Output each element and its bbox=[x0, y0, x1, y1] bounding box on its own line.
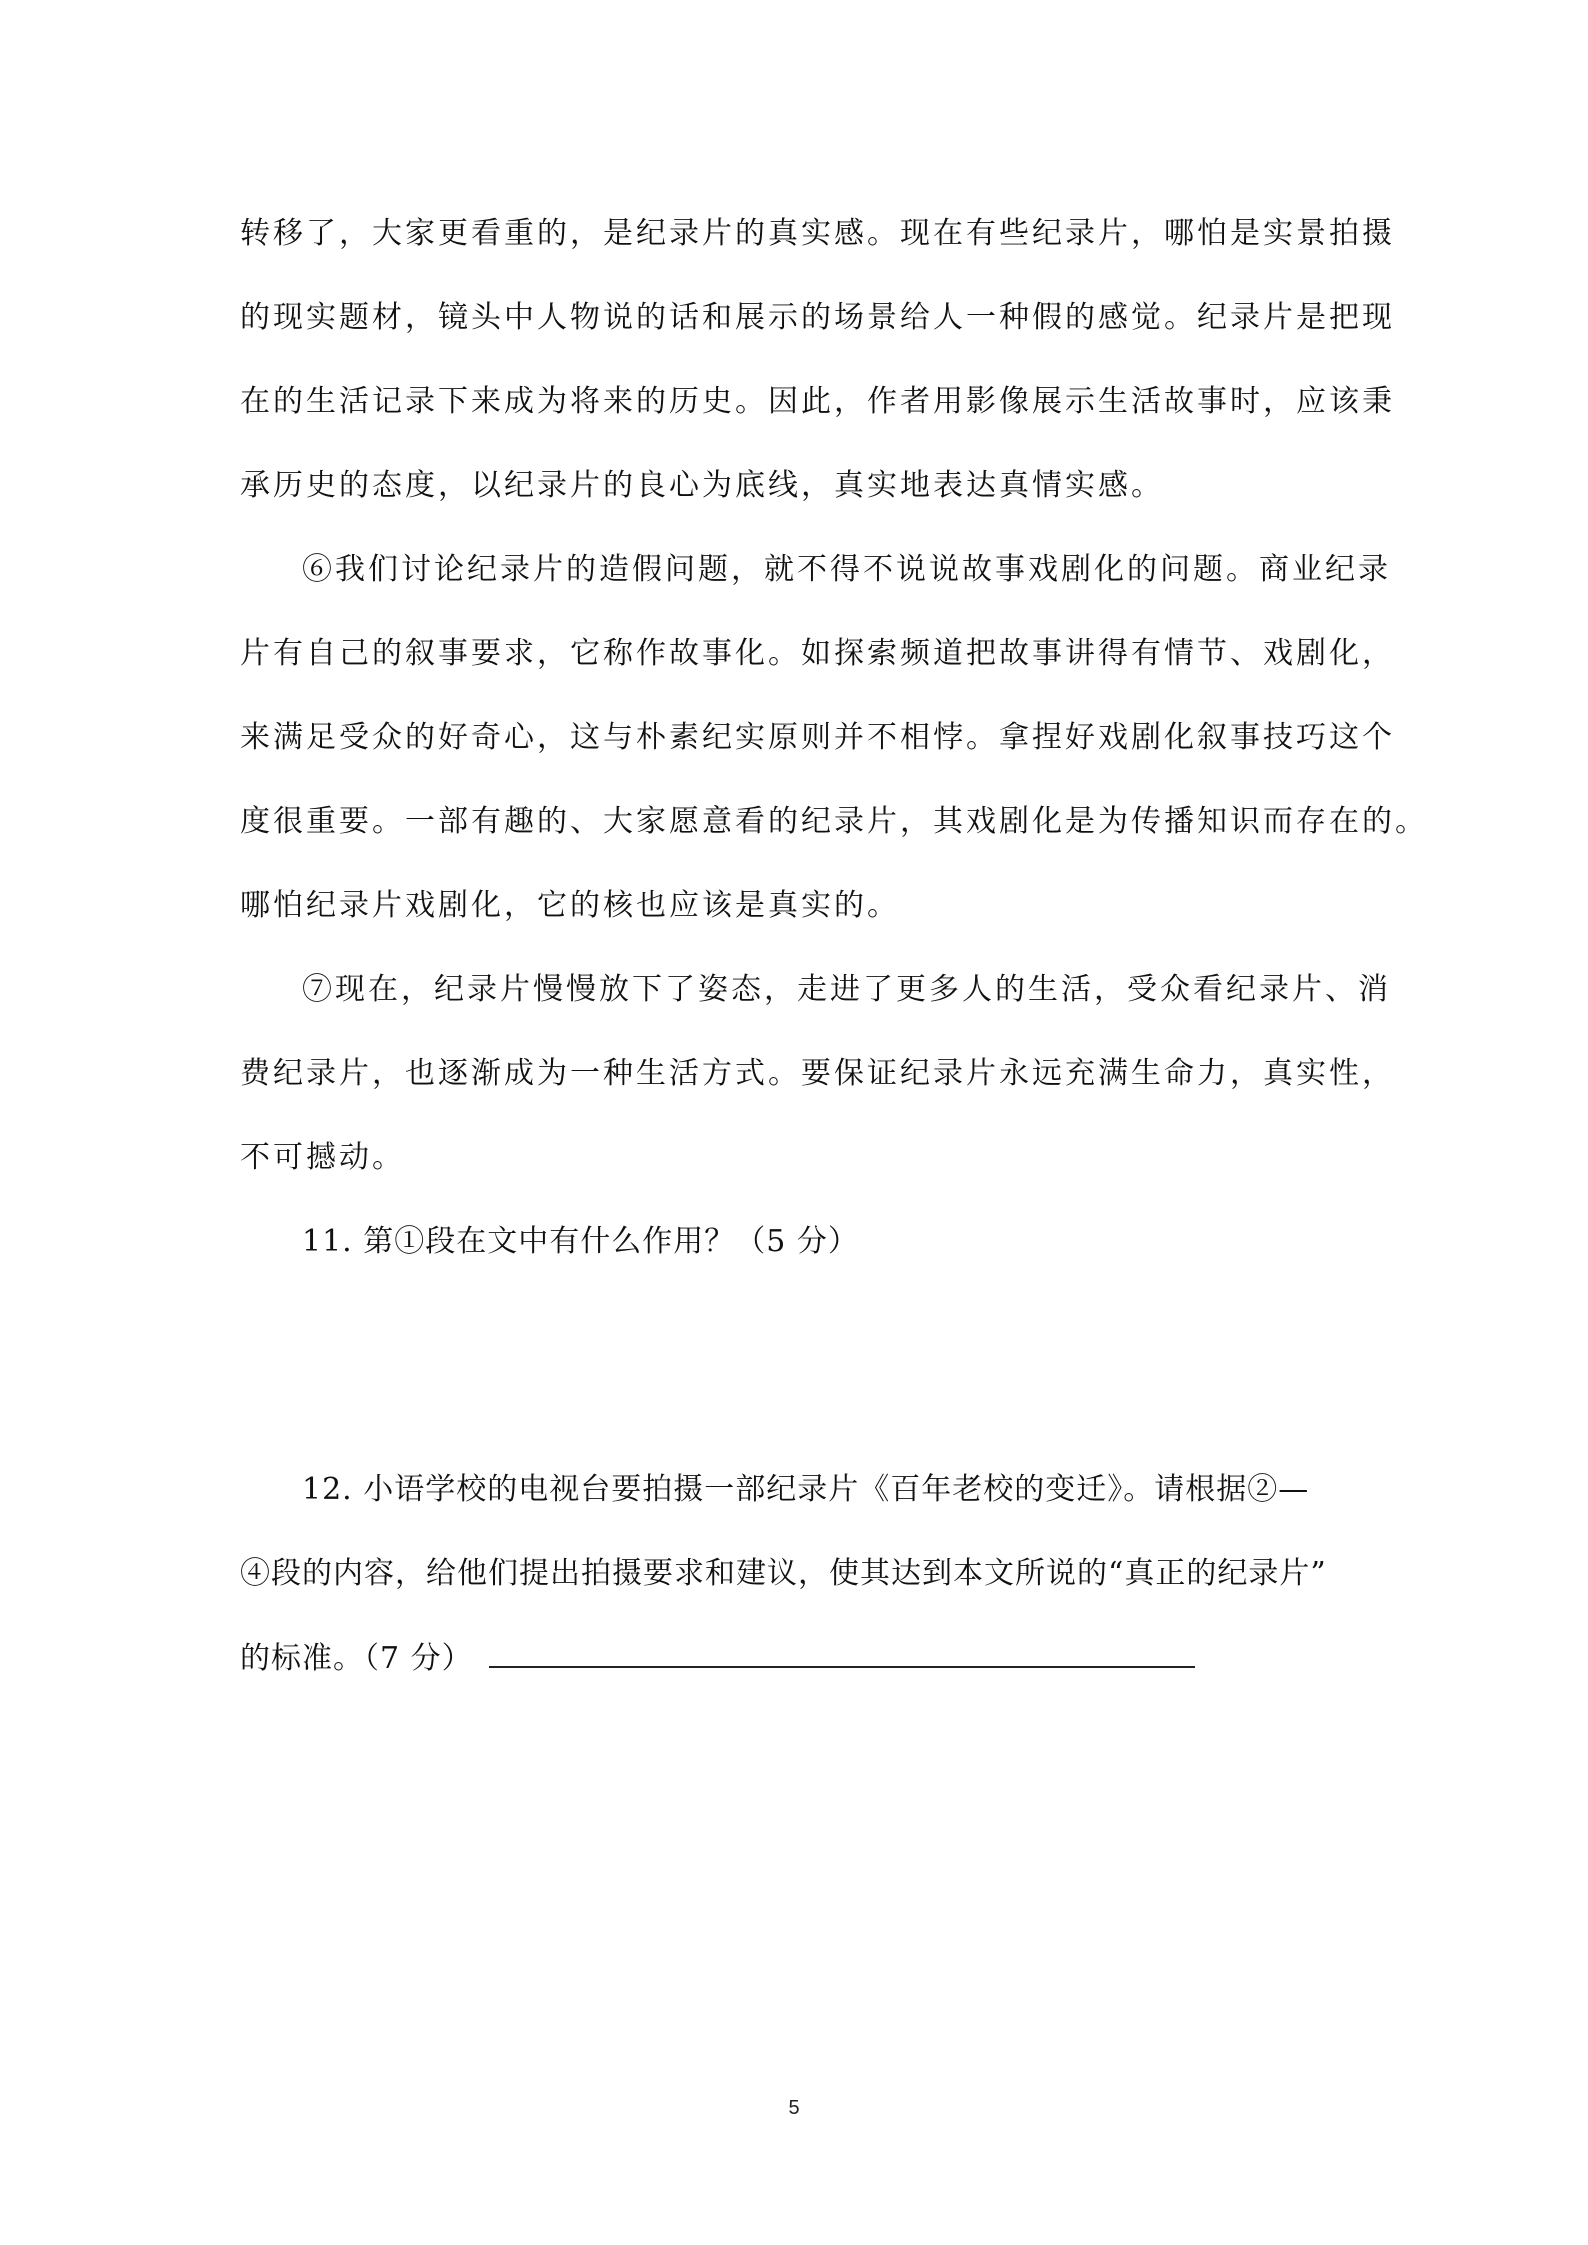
question-12-line-3-text: 的标准。（7 分） bbox=[240, 1641, 473, 1676]
question-12-line-3 bbox=[240, 1638, 1360, 1679]
paragraph-5-line-1: 转移了，大家更看重的，是纪录片的真实感。现在有些纪录片，哪怕是实景拍摄 bbox=[240, 216, 1395, 251]
question-11: 11. 第①段在文中有什么作用？（5 分） bbox=[302, 1224, 859, 1259]
paragraph-5-line-3: 在的生活记录下来成为将来的历史。因此，作者用影像展示生活故事时，应该秉 bbox=[240, 384, 1395, 419]
paragraph-6-line-1: ⑥我们讨论纪录片的造假问题，就不得不说说故事戏剧化的问题。商业纪录 bbox=[302, 552, 1391, 587]
paragraph-5-line-2: 的现实题材，镜头中人物说的话和展示的场景给人一种假的感觉。纪录片是把现 bbox=[240, 300, 1395, 335]
paragraph-6-line-5: 哪怕纪录片戏剧化，它的核也应该是真实的。 bbox=[240, 888, 900, 923]
paragraph-7-line-3: 不可撼动。 bbox=[240, 1140, 405, 1175]
paragraph-6-line-2: 片有自己的叙事要求，它称作故事化。如探索频道把故事讲得有情节、戏剧化， bbox=[240, 636, 1395, 671]
question-12-line-1: 12. 小语学校的电视台要拍摄一部纪录片《百年老校的变迁》。请根据②— bbox=[302, 1472, 1310, 1507]
answer-blank-line[interactable] bbox=[489, 1638, 1195, 1668]
paragraph-5-line-4: 承历史的态度，以纪录片的良心为底线，真实地表达真情实感。 bbox=[240, 468, 1164, 503]
paragraph-6-line-3: 来满足受众的好奇心，这与朴素纪实原则并不相悖。拿捏好戏剧化叙事技巧这个 bbox=[240, 720, 1395, 755]
question-12-line-2: ④段的内容，给他们提出拍摄要求和建议，使其达到本文所说的“真正的纪录片” bbox=[240, 1556, 1327, 1591]
page-number: 5 bbox=[788, 2097, 800, 2119]
paragraph-7-line-1: ⑦现在，纪录片慢慢放下了姿态，走进了更多人的生活，受众看纪录片、消 bbox=[302, 972, 1391, 1007]
paragraph-7-line-2: 费纪录片，也逐渐成为一种生活方式。要保证纪录片永远充满生命力，真实性， bbox=[240, 1056, 1395, 1091]
paragraph-6-line-4: 度很重要。一部有趣的、大家愿意看的纪录片，其戏剧化是为传播知识而存在的。 bbox=[240, 804, 1428, 839]
